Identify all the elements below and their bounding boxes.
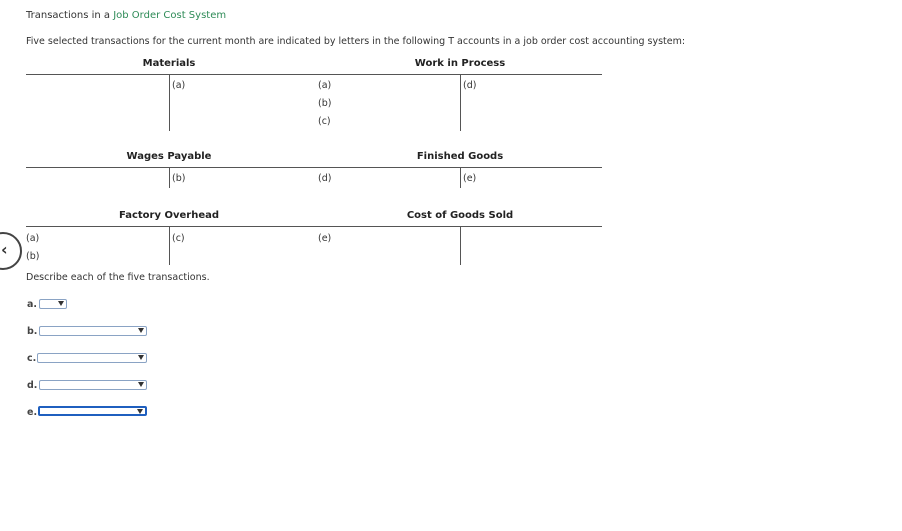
wages-vline bbox=[169, 167, 170, 188]
factory-overhead-debit-b: (b) bbox=[26, 251, 40, 262]
wip-credit-d: (d) bbox=[463, 80, 477, 91]
finished-goods-vline bbox=[460, 167, 461, 188]
question-c-label: c. bbox=[27, 353, 37, 364]
question-e-label: e. bbox=[27, 407, 38, 418]
cogs-debit-e: (e) bbox=[318, 233, 332, 244]
dropdown-arrow-icon bbox=[138, 328, 144, 333]
question-a-select[interactable] bbox=[39, 299, 67, 309]
factory-overhead-title: Factory Overhead bbox=[118, 210, 220, 221]
finished-goods-hline bbox=[313, 167, 602, 168]
question-d-select[interactable] bbox=[39, 380, 147, 390]
wip-vline bbox=[460, 74, 461, 131]
intro-text: Five selected transactions for the current month are indicated by letters in the following T accounts in a job order cost accounting system: bbox=[26, 36, 686, 47]
chevron-left-icon: ‹ bbox=[1, 240, 8, 259]
wip-debit-c: (c) bbox=[318, 116, 331, 127]
question-c-select[interactable] bbox=[37, 353, 147, 363]
cogs-title: Cost of Goods Sold bbox=[406, 210, 514, 221]
cogs-vline bbox=[460, 226, 461, 265]
factory-overhead-debit-a: (a) bbox=[26, 233, 40, 244]
finished-goods-debit-d: (d) bbox=[318, 173, 332, 184]
wages-title: Wages Payable bbox=[126, 151, 212, 162]
describe-prompt: Describe each of the five transactions. bbox=[26, 272, 210, 283]
title-topic-link[interactable]: Job Order Cost System bbox=[113, 10, 227, 21]
dropdown-arrow-icon bbox=[138, 382, 144, 387]
wages-credit-b: (b) bbox=[172, 173, 186, 184]
dropdown-arrow-icon bbox=[137, 409, 143, 414]
dropdown-arrow-icon bbox=[58, 301, 64, 306]
question-b-label: b. bbox=[27, 326, 38, 337]
question-d-label: d. bbox=[27, 380, 38, 391]
finished-goods-credit-e: (e) bbox=[463, 173, 477, 184]
question-e-select[interactable] bbox=[38, 406, 147, 416]
wip-hline bbox=[313, 74, 602, 75]
materials-title: Materials bbox=[142, 58, 196, 69]
finished-goods-title: Finished Goods bbox=[416, 151, 504, 162]
question-b-select[interactable] bbox=[39, 326, 147, 336]
wip-debit-b: (b) bbox=[318, 98, 332, 109]
wip-debit-a: (a) bbox=[318, 80, 332, 91]
factory-overhead-credit-c: (c) bbox=[172, 233, 185, 244]
dropdown-arrow-icon bbox=[138, 355, 144, 360]
factory-overhead-vline bbox=[169, 226, 170, 265]
materials-credit-a: (a) bbox=[172, 80, 186, 91]
question-a-label: a. bbox=[27, 299, 38, 310]
title-prefix: Transactions in a bbox=[26, 10, 114, 21]
cogs-hline bbox=[313, 226, 602, 227]
materials-vline bbox=[169, 74, 170, 131]
page-title bbox=[26, 10, 226, 21]
wip-title: Work in Process bbox=[414, 58, 506, 69]
